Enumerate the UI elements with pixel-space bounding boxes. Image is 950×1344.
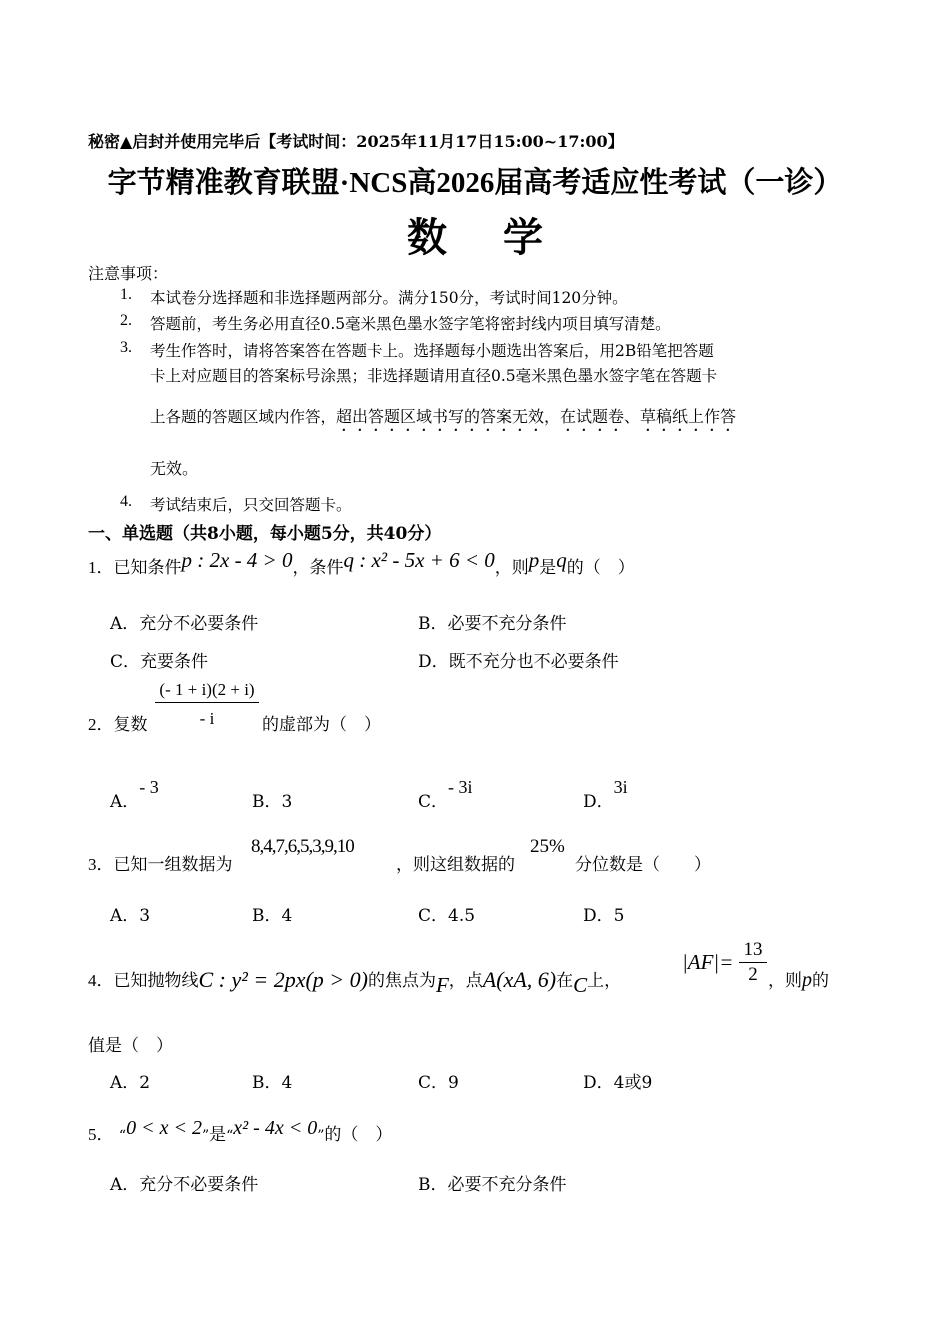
- q3-percent: 25%: [530, 836, 565, 857]
- q2-numerator: (- 1 + i)(2 + i): [155, 680, 259, 703]
- question-5-text: [88, 1117, 393, 1146]
- q1-option-b[interactable]: B．必要不充分条件: [418, 614, 567, 634]
- notice-item-1: 本试卷分选择题和非选择题两部分。满分150分，考试时间120分钟。: [150, 289, 628, 307]
- q2-num: 2．: [88, 715, 114, 734]
- q1-option-d[interactable]: D．既不充分也不必要条件: [418, 652, 619, 672]
- notice-item-3-line4: 无效。: [150, 459, 199, 478]
- q4-C: C: [573, 973, 588, 997]
- notice-item-3-line1: 考生作答时，请将答案答在答题卡上。选择题每小题选出答案后，用2B铅笔把答题: [150, 342, 714, 360]
- question-2-text: [88, 710, 148, 735]
- q2-option-c-value: - 3i: [448, 777, 473, 797]
- question-4-text: [88, 966, 622, 997]
- q4-up: 上，: [587, 971, 622, 991]
- q5-post: 的（ ）: [324, 1125, 393, 1145]
- q4-mid2: ，点: [448, 971, 483, 991]
- q2-denominator: - i: [199, 709, 215, 728]
- q4-p: p: [802, 969, 812, 991]
- notice-item-3-emphasis: 超出答题区域书写的答案无效，在试题卷、草稿纸上作答: [336, 407, 737, 426]
- q4-fraction: [739, 938, 767, 987]
- q1-pre: 已知条件: [113, 558, 182, 578]
- q2-option-a[interactable]: [110, 777, 159, 812]
- q4-pre: 已知抛物线: [113, 971, 199, 991]
- q1-post2: 的（ ）: [566, 558, 635, 578]
- q2-pre: 复数: [113, 715, 148, 735]
- notice-num-3: 3.: [120, 339, 132, 356]
- subject-title: 数学: [407, 214, 599, 261]
- q3-option-a[interactable]: A．3: [110, 906, 151, 926]
- q2-option-d[interactable]: [583, 777, 628, 812]
- q3-option-c[interactable]: C．4.5: [418, 906, 476, 926]
- q4-post2: 的: [812, 971, 829, 991]
- q1-option-c[interactable]: C．充要条件: [110, 652, 209, 672]
- notice-item-3-line3: [150, 404, 736, 435]
- q3-option-b[interactable]: B．4: [252, 906, 293, 926]
- notice-item-2: 答题前，考生务必用直径0.5毫米黑色墨水签字笔将密封线内项目填写清楚。: [150, 315, 671, 333]
- q4-on: 在: [556, 971, 574, 991]
- q4-option-a[interactable]: A．2: [110, 1073, 151, 1093]
- question-1: [88, 548, 635, 579]
- confidential-line: 秘密▲启封并使用完毕后【考试时间：2025年11月17日15:00~17:00】: [88, 132, 624, 151]
- section-heading: 一、单选题（共8小题，每小题5分，共40分）: [88, 524, 442, 544]
- q3-post: 分位数是（ ）: [575, 855, 711, 875]
- q2-post: 的虚部为（ ）: [262, 715, 381, 735]
- q5-close-quote-1: ”: [201, 1128, 210, 1144]
- notice-item-3-line3a: 上各题的答题区域内作答，: [150, 408, 337, 426]
- notice-item-4: 考试结束后，只交回答题卡。: [150, 496, 352, 514]
- notice-item-3-line2: 卡上对应题目的答案标号涂黑；非选择题请用直径0.5毫米黑色墨水签字笔在答题卡: [150, 367, 718, 385]
- q3-pre: 已知一组数据为: [113, 855, 233, 875]
- q2-option-d-value: 3i: [613, 777, 628, 797]
- q5-close-quote-2: ”: [317, 1128, 325, 1144]
- q1-is: 是: [539, 558, 557, 578]
- q5-option-a[interactable]: A．充分不必要条件: [110, 1175, 259, 1195]
- q4-af: |AF|=: [682, 950, 734, 974]
- notice-num-1: 1.: [120, 286, 132, 303]
- q4-option-c[interactable]: C．9: [418, 1073, 459, 1093]
- q1-q-expr: q : x² - 5x + 6 < 0: [343, 548, 495, 572]
- q5-open-quote-2: “: [226, 1128, 234, 1144]
- q3-num: 3．: [88, 855, 114, 874]
- q1-p-expr: p : 2x - 4 > 0: [181, 548, 293, 572]
- q4-point: A(xA, 6): [482, 967, 557, 992]
- q4-curve: C : y² = 2px(p > 0): [198, 967, 368, 992]
- q4-frac-top: 13: [739, 938, 767, 963]
- q4-mid1: 的焦点为: [367, 971, 436, 991]
- q2-option-b[interactable]: B．3: [252, 792, 293, 812]
- q3-option-d[interactable]: D．5: [583, 906, 625, 926]
- q4-frac-bot: 2: [748, 964, 758, 985]
- q2-option-a-label: A．: [110, 792, 140, 812]
- q4-F: F: [435, 973, 449, 997]
- q5-cond1: 0 < x < 2: [126, 1117, 202, 1139]
- notice-num-2: 2.: [120, 312, 132, 329]
- q4-option-b[interactable]: B．4: [252, 1073, 293, 1093]
- q1-q: q: [556, 548, 567, 572]
- q4-line2: 值是（ ）: [88, 1036, 173, 1056]
- notice-heading: 注意事项：: [88, 264, 169, 283]
- q4-post1: ，则: [768, 971, 802, 991]
- q1-option-a[interactable]: A．充分不必要条件: [110, 614, 259, 634]
- q2-option-d-label: D．: [583, 792, 614, 812]
- question-3-text: [88, 850, 233, 875]
- q1-p: p: [528, 548, 540, 572]
- q1-post1: ，则: [494, 558, 529, 578]
- q5-is: 是: [209, 1125, 227, 1145]
- q5-cond2: x² - 4x < 0: [233, 1117, 318, 1139]
- q1-mid: ，条件: [292, 558, 344, 578]
- q2-option-c-label: C．: [418, 792, 449, 812]
- q3-data: 8,4,7,6,5,3,9,10: [251, 836, 354, 857]
- q2-fraction: [155, 680, 259, 729]
- q3-mid: ，则这组数据的: [396, 855, 515, 875]
- q2-option-c[interactable]: [418, 777, 473, 812]
- q5-option-b[interactable]: B．必要不充分条件: [418, 1175, 567, 1195]
- q5-num: 5．: [88, 1125, 114, 1144]
- exam-title: 字节精准教育联盟·NCS高2026届高考适应性考试（一诊）: [107, 167, 843, 199]
- q4-post: [768, 966, 829, 992]
- q5-open-quote-1: “: [118, 1128, 127, 1144]
- q1-num: 1．: [88, 558, 114, 577]
- notice-num-4: 4.: [120, 493, 132, 510]
- q2-option-a-value: - 3: [139, 777, 159, 797]
- q4-option-d[interactable]: D．4或9: [583, 1073, 653, 1093]
- q4-num: 4．: [88, 971, 114, 990]
